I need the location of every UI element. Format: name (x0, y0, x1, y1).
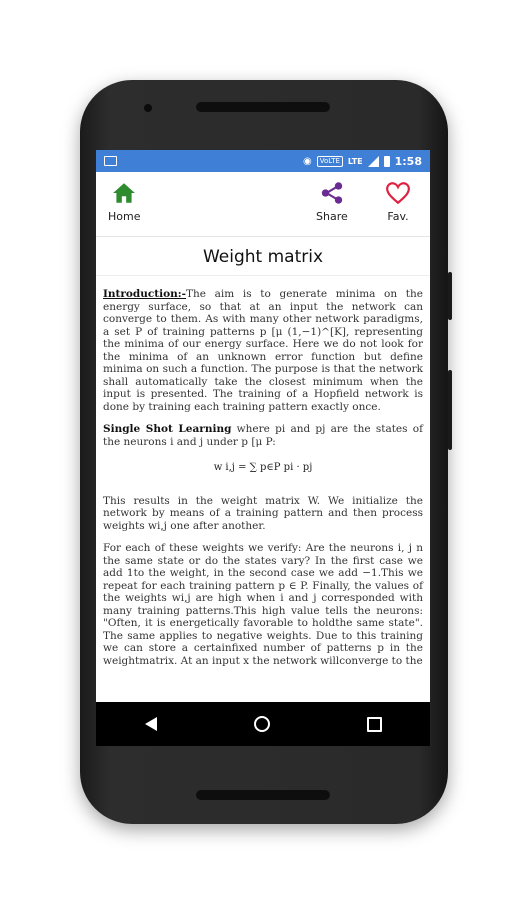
verify-paragraph: For each of these weights we verify: Are the neurons i, j n the same state or do the states vary? In the first case we add 1to the weight, in the second case we add −1.This we repeat for each training pattern p ∈ P. Finally, the values of the weights wi,j are high when i and j corresponded with many training patterns.This high value tells the neurons: "Often, it is energetically favorable to holdthe same state". The same applies to negative weights. Due to this training we can store a certainfixed number of patterns p in the weightmatrix. At an input x the network willconverge to the (103, 542, 423, 667)
intro-heading: Introduction:- (103, 288, 187, 300)
system-nav-bar (96, 702, 430, 746)
power-button (448, 370, 452, 450)
share-label: Share (316, 210, 348, 223)
intro-text: The aim is to generate minima on the energy surface, so that at an input the network can converge to them. As with many other network paradigms, a set P of training patterns p [μ (1,−1)^[K], representing the minima of our energy surface. Here we do not look for the minima of an unknown error function but define minima on such a function. The purpose is that the network shall automatically take the closest minimum when the input is presented. The training of a Hopfield network is done by training each training pattern exactly once. (103, 288, 423, 413)
volume-button (448, 272, 452, 320)
ssl-paragraph (103, 423, 423, 448)
favorite-label: Fav. (387, 210, 409, 223)
home-circle-icon[interactable] (254, 716, 270, 732)
result-paragraph: This results in the weight matrix W. We initialize the network by means of a training pattern and then process weights wi,j one after another. (103, 494, 423, 532)
intro-paragraph (103, 288, 423, 413)
article-content (96, 276, 430, 667)
front-camera (144, 104, 152, 112)
screenshot-icon (104, 156, 117, 166)
app-toolbar (96, 172, 430, 237)
lte-label: LTE (347, 156, 363, 166)
signal-icon (368, 156, 379, 167)
share-button[interactable] (316, 180, 348, 223)
status-bar (96, 150, 430, 172)
home-icon (111, 180, 137, 206)
weight-formula: w i,j = ∑ p∈P pi · pj (213, 462, 313, 473)
bottom-speaker (196, 790, 330, 800)
ssl-heading: Single Shot Learning (103, 423, 232, 435)
share-icon (319, 180, 345, 206)
home-label: Home (108, 210, 141, 223)
battery-icon (384, 156, 390, 167)
home-button[interactable] (108, 180, 140, 223)
volte-badge: VoLTE (317, 156, 343, 167)
favorite-button[interactable] (385, 180, 411, 223)
back-icon[interactable] (145, 717, 157, 731)
clock: 1:58 (394, 154, 422, 168)
heart-icon (385, 180, 411, 206)
top-speaker (196, 102, 330, 112)
screen (96, 150, 430, 746)
recent-apps-icon[interactable] (367, 717, 382, 732)
page-title: Weight matrix (96, 237, 430, 276)
phone-frame (80, 80, 448, 824)
ssl-text: where pi and pj are the states of the neurons i and j under p [μ P: (103, 423, 423, 448)
hotspot-icon: ◉ (303, 155, 312, 167)
